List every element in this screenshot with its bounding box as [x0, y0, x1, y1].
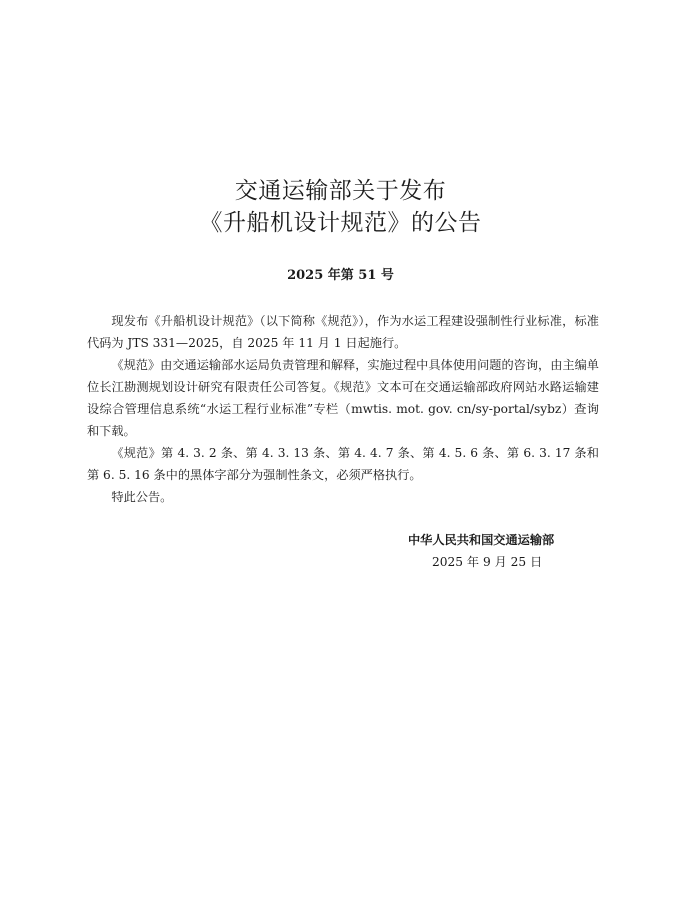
issue-date: 2025 年 9 月 25 日 [432, 555, 543, 569]
paragraph-mandatory-clauses: 《规范》第 4. 3. 2 条、第 4. 3. 13 条、第 4. 4. 7 条、第 4. 5. 6 条、第 6. 3. 17 条和第 6. 5. 16 条中的黑体字部分为强制性条文，必须严格执行。 [87, 446, 599, 482]
paragraph-release: 现发布《升船机设计规范》（以下简称《规范》），作为水运工程建设强制性行业标准，标准代码为 JTS 331—2025，自 2025 年 11 月 1 日起施行。 [87, 314, 599, 350]
document-number: 2025 年第 51 号 [287, 268, 394, 283]
paragraph-closing: 特此公告。 [111, 490, 173, 504]
title-line-1: 交通运输部关于发布 [234, 178, 447, 204]
title-line-2: 《升船机设计规范》的公告 [199, 210, 482, 236]
issuing-organization: 中华人民共和国交通运输部 [408, 533, 555, 547]
paragraph-management: 《规范》由交通运输部水运局负责管理和解释，实施过程中具体使用问题的咨询，由主编单位长江勘测规划设计研究有限责任公司答复。《规范》文本可在交通运输部政府网站水路运输建设综合管理信息系统“水运工程行业标准”专栏（mwtis. mot. gov. cn/sy-portal/sybz）查询和下载。 [87, 358, 599, 438]
announcement-body [87, 310, 599, 508]
signature-block [380, 529, 620, 573]
